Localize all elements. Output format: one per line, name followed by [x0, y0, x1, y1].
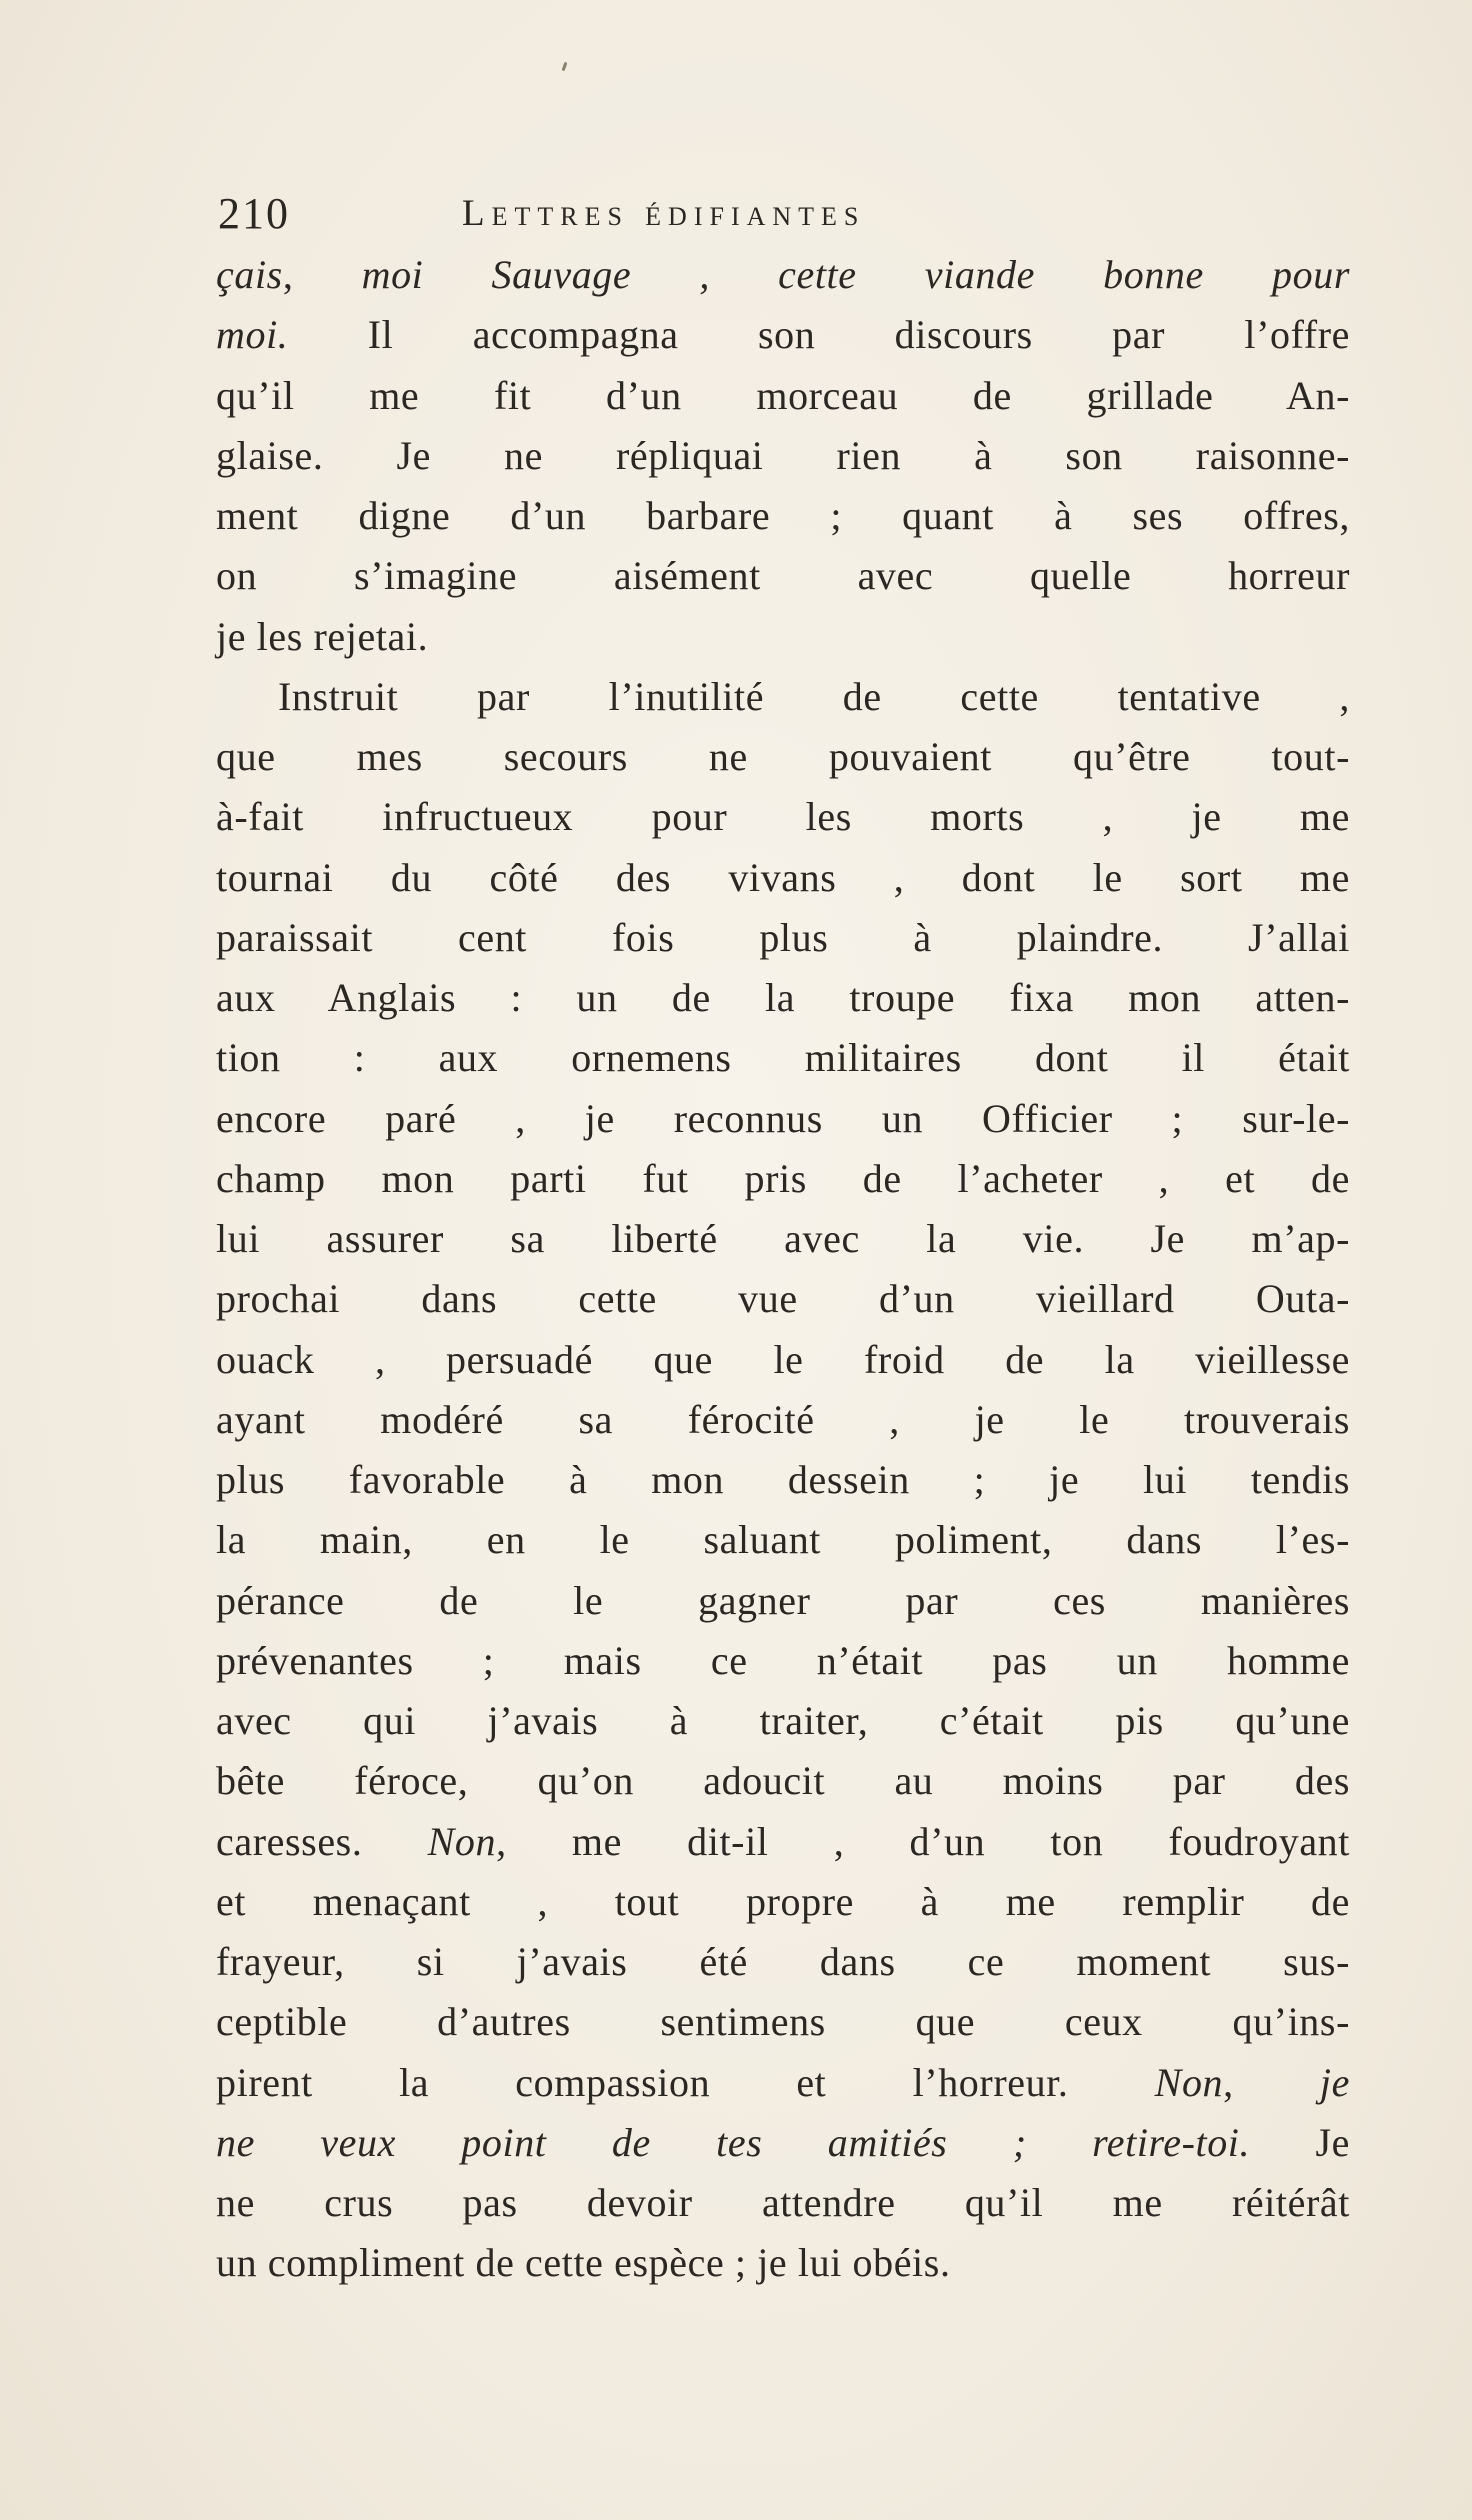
text-line: prochai dans cette vue d’un vieillard Outa- — [216, 1276, 1350, 1322]
text-line: moi. Il accompagna son discours par l’offre — [216, 312, 1350, 358]
page-number: 210 — [218, 189, 290, 238]
text-line: encore paré , je reconnus un Officier ; sur-le- — [216, 1095, 1350, 1141]
text-line: ne veux point de tes amitiés ; retire-toi. Je — [216, 2119, 1350, 2165]
text-line: bête féroce, qu’on adoucit au moins par des — [216, 1758, 1350, 1804]
text-line: glaise. Je ne répliquai rien à son raisonne- — [216, 432, 1350, 478]
text-line: ne crus pas devoir attendre qu’il me réitérât — [216, 2180, 1350, 2225]
text-line: et menaçant , tout propre à me remplir de — [216, 1878, 1350, 1924]
text-line: paraissait cent fois plus à plaindre. J’allai — [216, 914, 1350, 960]
text-line: ouack , persuadé que le froid de la vieillesse — [216, 1336, 1350, 1382]
text-line: prévenantes ; mais ce n’était pas un homme — [216, 1637, 1350, 1683]
text-line: que mes secours ne pouvaient qu’être tout- — [216, 734, 1350, 779]
text-line: çais, moi Sauvage , cette viande bonne pour — [216, 252, 1350, 297]
text-line: champ mon parti fut pris de l’acheter , et de — [216, 1155, 1350, 1201]
text-line: tion : aux ornemens militaires dont il était — [216, 1035, 1350, 1081]
text-line: frayeur, si j’avais été dans ce moment sus- — [216, 1939, 1350, 1984]
text-line: à-fait infructueux pour les morts , je me — [216, 794, 1350, 840]
text-line: un compliment de cette espèce ; je lui obéis. — [216, 2240, 951, 2286]
text-line: aux Anglais : un de la troupe fixa mon atten- — [216, 975, 1350, 1020]
text-line: je les rejetai. — [216, 613, 429, 659]
running-title: Lettres édifiantes — [462, 193, 866, 234]
text-line: lui assurer sa liberté avec la vie. Je m’ap- — [216, 1216, 1350, 1261]
text-line: ayant modéré sa férocité , je le trouverais — [216, 1396, 1350, 1442]
text-line: qu’il me fit d’un morceau de grillade An- — [216, 372, 1350, 418]
ink-speck — [562, 62, 568, 71]
text-line: pérance de le gagner par ces manières — [216, 1577, 1350, 1623]
text-line: pirent la compassion et l’horreur. Non, je — [216, 2059, 1350, 2105]
text-line: on s’imagine aisément avec quelle horreur — [216, 553, 1350, 599]
text-line: ceptible d’autres sentimens que ceux qu’ins- — [216, 1999, 1350, 2045]
text-line: tournai du côté des vivans , dont le sort me — [216, 854, 1350, 900]
body-text — [216, 245, 1350, 2294]
text-line: plus favorable à mon dessein ; je lui tendis — [216, 1457, 1350, 1502]
text-line: avec qui j’avais à traiter, c’était pis qu’une — [216, 1698, 1350, 1743]
page-header — [218, 186, 1348, 242]
text-line: Instruit par l’inutilité de cette tentative , — [278, 673, 1350, 719]
text-line: la main, en le saluant poliment, dans l’es- — [216, 1517, 1350, 1563]
text-line: ment digne d’un barbare ; quant à ses offres, — [216, 493, 1350, 538]
text-line: caresses. Non, me dit-il , d’un ton foudroyant — [216, 1818, 1350, 1864]
